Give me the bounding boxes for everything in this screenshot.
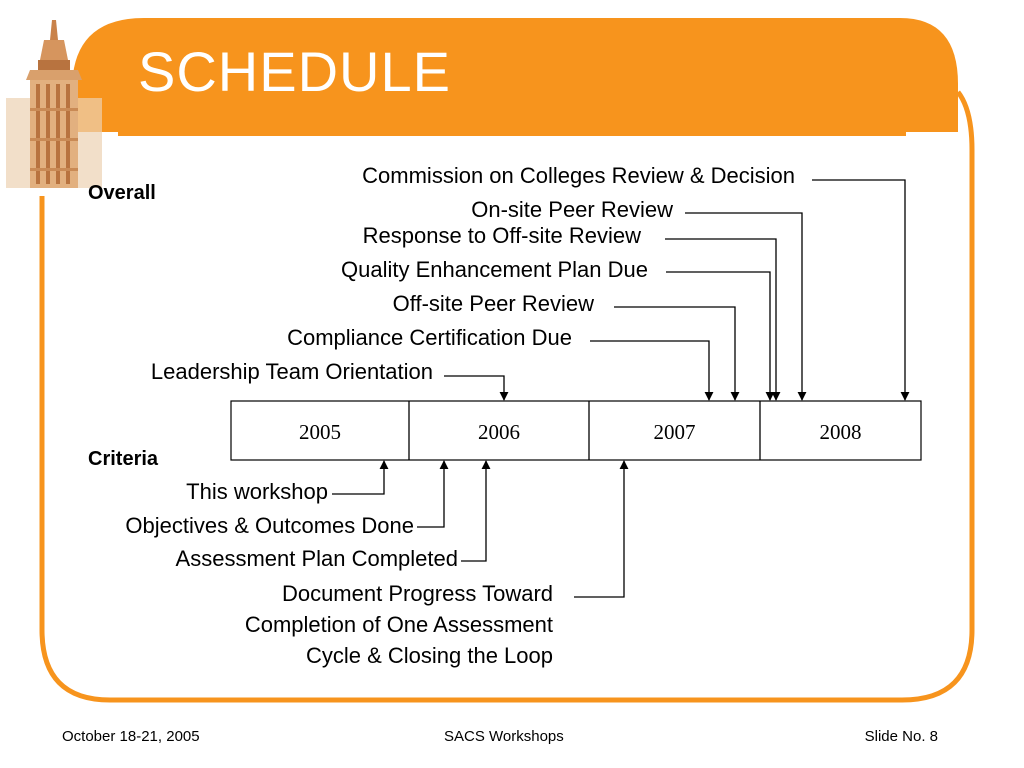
connector-leadership (444, 376, 504, 400)
connector-response (665, 239, 776, 400)
label-assessment-plan: Assessment Plan Completed (175, 546, 458, 571)
criteria-heading: Criteria (88, 448, 159, 470)
label-document-progress-1: Document Progress Toward (281, 581, 553, 606)
footer-event: SACS Workshops (444, 728, 564, 745)
label-response-offsite: Response to Off-site Review (362, 223, 641, 248)
label-this-workshop: This workshop (186, 479, 328, 504)
connector-compliance (590, 341, 709, 400)
label-leadership-orientation: Leadership Team Orientation (150, 359, 433, 384)
label-document-progress-2: Completion of One Assessment (244, 612, 553, 637)
label-commission-review: Commission on Colleges Review & Decision (362, 163, 795, 188)
label-document-progress-3: Cycle & Closing the Loop (305, 643, 553, 668)
overall-heading: Overall (88, 182, 156, 204)
year-2007: 2007 (653, 420, 696, 444)
year-2005: 2005 (299, 420, 341, 444)
slide-title: SCHEDULE (138, 40, 451, 103)
connector-workshop (332, 461, 384, 494)
connector-assessment (461, 461, 486, 561)
connector-qep (666, 272, 770, 400)
label-compliance-due: Compliance Certification Due (287, 325, 572, 350)
label-objectives-outcomes: Objectives & Outcomes Done (125, 513, 414, 538)
connector-objectives (417, 461, 444, 527)
connector-document (574, 461, 624, 597)
year-2008: 2008 (819, 420, 862, 444)
footer-slide-number: Slide No. 8 (864, 728, 938, 745)
connector-commission (812, 180, 905, 400)
label-offsite-review: Off-site Peer Review (392, 291, 594, 316)
label-onsite-review: On-site Peer Review (471, 197, 673, 222)
year-2006: 2006 (478, 420, 520, 444)
connector-offsite (614, 307, 735, 400)
footer-date: October 18-21, 2005 (62, 728, 200, 745)
label-qep-due: Quality Enhancement Plan Due (341, 257, 648, 282)
